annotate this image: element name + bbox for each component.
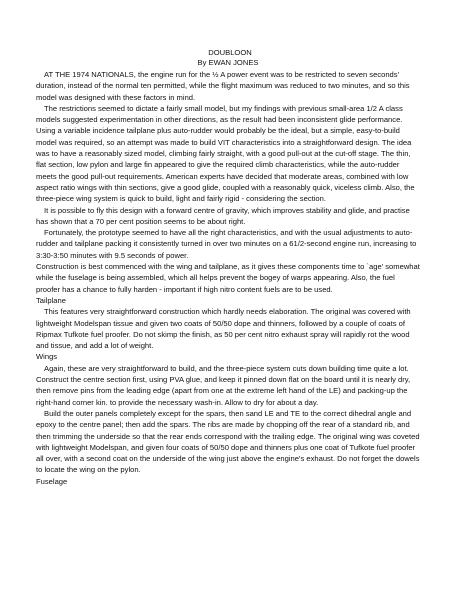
paragraph-tailplane: This features very straightforward construction which hardly needs elaboration. The original was covered with lightweight Modelspan tissue and given two coats of 50/50 dope and thinners, followed by a couple of coats of Ripmax Tufkote fuel proofer. Do not skimp the finish, as 50 per cent nitro exhaust spray will rapidly rot the wood and tissue, and add a lot of weight. [36,307,411,351]
document-body [36,69,420,487]
paragraph-restrictions: The restrictions seemed to dictate a fairly small model, but my findings with previous small-area 1/2 A class models suggested experimentation in other directions, as the result had been inconsistent glide performance. Using a variable incidence tailplane plus auto-rudder would probably be the ideal, but a simple, easy-to-build model was required, so an attempt was made to build VIT characteristics into a straightforward design. The idea was to have a reasonably sized model, climbing fairly straight, with a good pull-out at the cut-off stage. The thin, flat section, low pylon and large fin appeared to give the required climb characteristics, while the auto-rudder meets the good pull-out requirements. American experts have decided that moderate areas, combined with low aspect ratio wings with thin sections, give a good glide, coupled with a reasonably quick, viceless climb. Also, the three-piece wing system is quick to build, light and fairly rigid - considering the section. [36,103,415,204]
section-heading-tailplane: Tailplane [36,295,66,305]
document-byline: By EWAN JONES [197,58,259,67]
document-title: DOUBLOON [208,48,252,57]
section-heading-wings: Wings [36,352,58,362]
paragraph-outer-panels: Build the outer panels completely except for the spars, then sand LE and TE to the correct dihedral angle and epoxy to the centre panel; then add the spars. The ribs are made by chopping off the rear of a standard rib, and then trimming the underside so that the rear ends correspond with the trailing edge. The original wing was coveted with lightweight Modelspan, and given four coats of 50/50 dope and thinners plus one coat of Tufkote fuel proofer all over, with a second coat on the underside of the wing just above the engine's exhaust. Do not forget the dowels to locate the wing on the pylon. [36,408,420,475]
paragraph-intro: AT THE 1974 NATIONALS, the engine run for the ½ A power event was to be restricted to seven seconds' duration, instead of the normal ten permitted, while the flight maximum was reduced to two minutes, and so this model was designed with these factors in mind. [36,70,410,102]
paragraph-centre-of-gravity: It is possible to fly this design with a forward centre of gravity, which improves stability and glide, and practise has shown that a 70 per cent position seems to be about right. [36,205,410,226]
paragraph-construction: Construction is best commenced with the wing and tailplane, as it gives these components time to `age' somewhat while the fuselage is being assembled, which all helps prevent the bogey of warps appearing. Also, the fuel proofer has a chance to fully harden - important if high nitro content fuels are to be used. [36,262,420,294]
paragraph-prototype: Fortunately, the prototype seemed to have all the right characteristics, and with the usual adjustments to auto-rudder and tailplane packing it consistently turned in over two minutes on a 61/2-second engine run, increasing to 3:30-3:50 minutes with 9.5 seconds of power. [36,228,417,260]
paragraph-wings: Again, these are very straightforward to build, and the three-piece system cuts down building time quite a lot. Construct the centre section first, using PVA glue, and keep it pinned down flat on the board until it is nearly dry, then remove pins from the leading edge (apart from one at the extreme left hand of the LE) and packing-up the right-hand corner kin. to provide the necessary wash-in. Allow to dry for about a day. [36,363,411,407]
section-heading-fuselage: Fuselage [36,476,68,486]
